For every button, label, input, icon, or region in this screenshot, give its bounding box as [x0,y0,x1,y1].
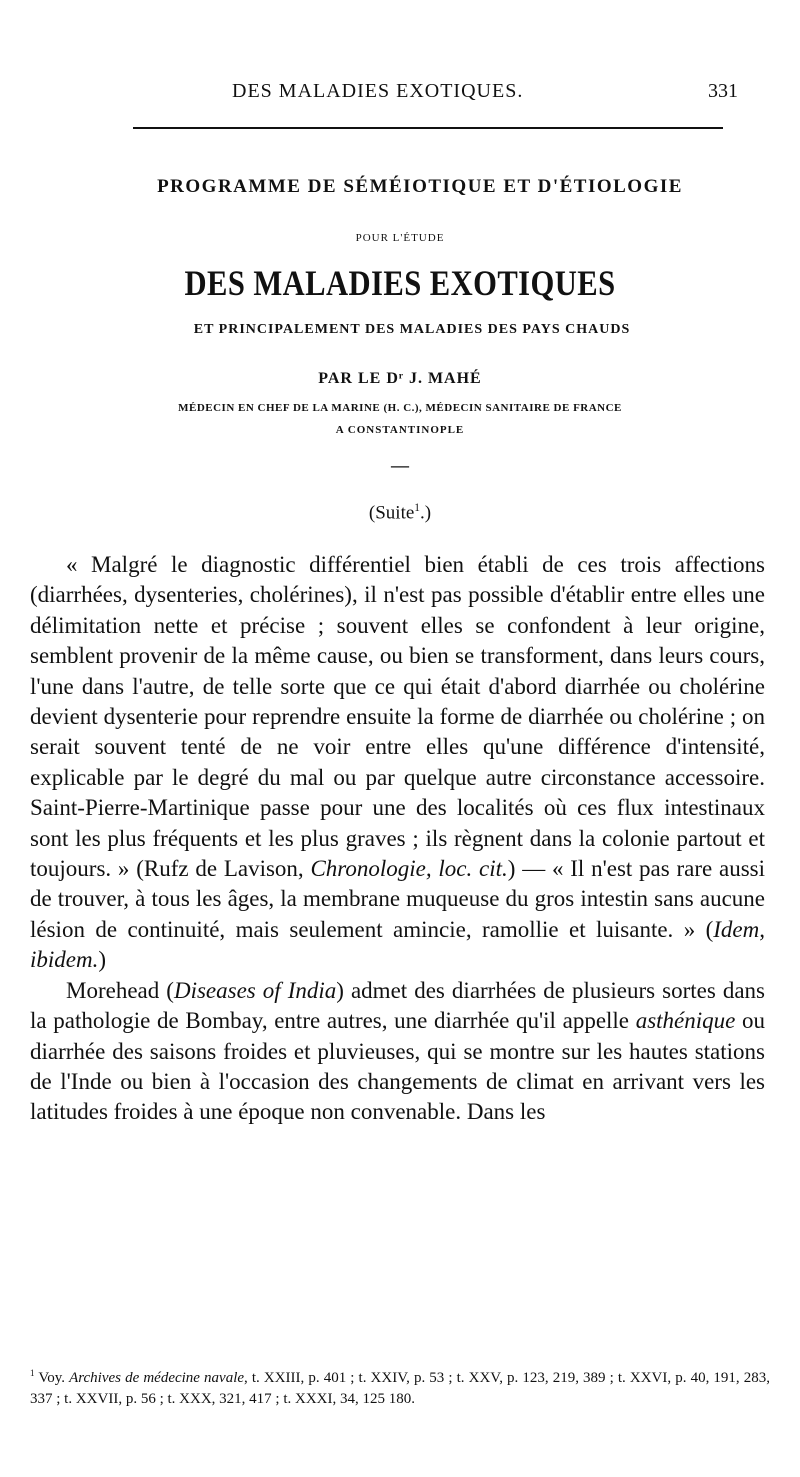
affiliation-line-1: MÉDECIN EN CHEF DE LA MARINE (H. C.), MÉDECIN SANITAIRE DE FRANCE [178,402,622,414]
p2-text-c: ou diarrhée des saisons froides et pluvieuses, qui se montre sur les hautes stations de l'Inde ou bien à l'occasion des changements de climat en arrivant vers les latitudes froides à une époque non convenable. Dans les [30,1008,766,1125]
p2-text-b: ) admet des diarrhées de plusieurs sortes dans la pathologie de Bombay, entre autres, une diarrhée qu'il appelle [30,977,765,1034]
suite-label: (Suite [368,502,415,524]
footnote-text: , t. XXIII, p. 401 ; t. XXIV, p. 53 ; t. XXV, p. 123, 219, 389 ; t. XXVI, p. 40, 191, 283, 337 ; t. XXVII, p. 56 ; t. XXX, 321, 417 ; t. XXXI, 34, 125 180. [30,1370,770,1407]
footnote-journal: Archives de médecine navale [69,1370,245,1386]
suite-note [0,502,800,524]
footnote [30,1363,770,1410]
footnote-mark: 1 [30,1368,35,1378]
pour-line: POUR L'ÉTUDE [355,232,445,244]
p1-italic-2: Idem, ibidem. [30,916,765,973]
suite-footnote-mark: 1 [414,502,420,514]
separator-dash: — [391,455,409,475]
body-text [30,550,765,1128]
affiliation-line-2: A CONSTANTINOPLE [335,424,465,436]
suite-close: .) [420,502,432,524]
main-title: DES MALADIES EXOTIQUES [184,263,616,303]
programme-title: PROGRAMME DE SÉMÉIOTIQUE ET D'ÉTIOLOGIE [157,176,683,197]
p1-text-c: ) [98,947,107,973]
header-rule [133,127,723,129]
p2-italic-1: Diseases of India [173,977,337,1003]
p1-italic-1: Chronologie, loc. cit. [310,856,508,882]
paragraph-1 [30,550,765,976]
running-head: DES MALADIES EXOTIQUES. [232,80,524,102]
p2-italic-2: asthénique [635,1008,736,1034]
footnote-lead: Voy. [34,1370,70,1386]
subtitle: ET PRINCIPALEMENT DES MALADIES DES PAYS CHAUDS [193,322,631,337]
p1-text-a: « Malgré le diagnostic différentiel bien établi de ces trois affections (diarrhées, dysenteries, cholérines), il n'est pas possible d'établir entre elles une délimitation nette et précise ; souvent elles se confondent à leur origine, semblent provenir de la même cause, ou bien se transforment, dans leurs cours, l'une dans l'autre, de telle sorte que ce qui était d'abord diarrhée ou cholérine devient dysenterie pour reprendre ensuite la forme de diarrhée ou cholérine ; on serait souvent tenté de ne voir entre elles qu'une différence d'intensité, explicable par le degré du mal ou par quelque autre circonstance accessoire. Saint-Pierre-Martinique passe pour une des localités où ces flux intestinaux sont les plus fréquents et les plus graves ; ils règnent dans la colonie partout et toujours. » (Rufz de Lavison, [30,552,765,882]
p2-text-a: Morehead ( [66,977,174,1003]
p1-text-b: ) — « Il n'est pas rare aussi de trouver, à tous les âges, la membrane muqueuse du gros intestin sans aucune lésion de continuité, mais seulement amincie, ramollie et luisante. » ( [30,856,766,942]
paragraph-2 [30,976,765,1128]
author-line: PAR LE Dʳ J. MAHÉ [318,370,482,387]
page-number: 331 [708,80,738,102]
